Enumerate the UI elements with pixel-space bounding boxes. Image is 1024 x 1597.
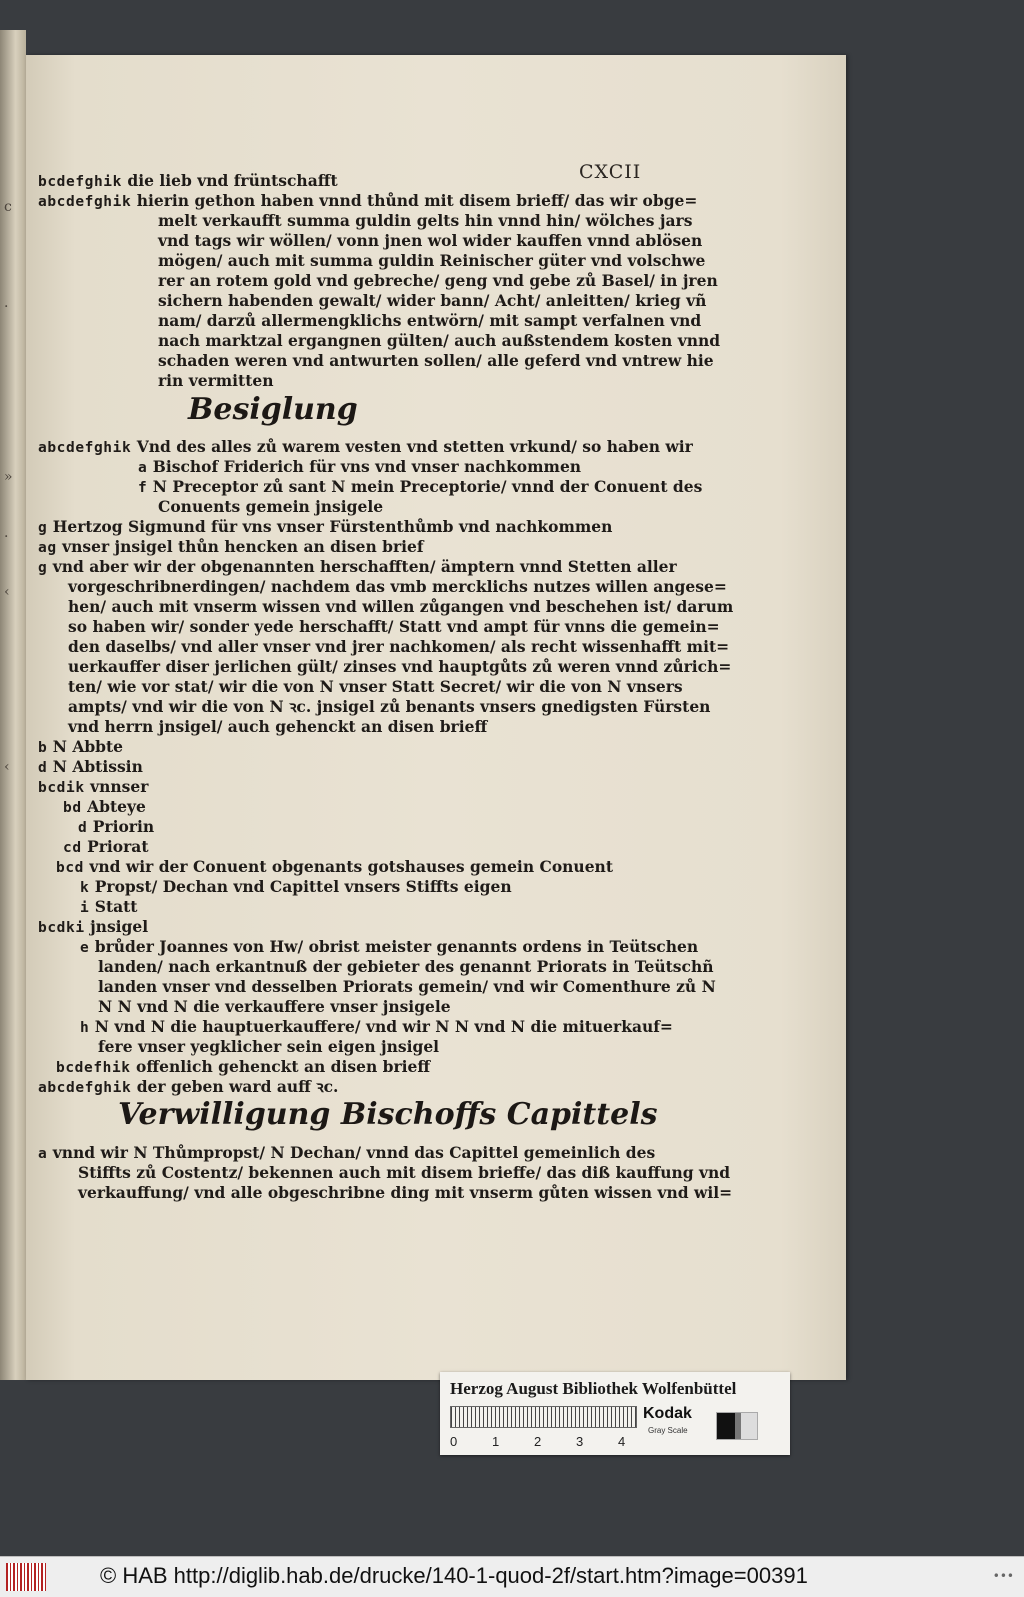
variant-marker: ag xyxy=(38,540,57,556)
text-line xyxy=(38,537,424,558)
variant-marker: bd xyxy=(63,800,82,816)
line-text: ten/ wie vor stat/ wir die von N vnser Statt Secret/ wir die von N vnsers xyxy=(68,677,683,696)
text-line xyxy=(38,171,338,192)
line-text: sichern habenden gewalt/ wider bann/ Acht/ anleitten/ krieg vñ xyxy=(158,291,707,310)
copyright-url[interactable]: © HAB http://diglib.hab.de/drucke/140-1-quod-2f/start.htm?image=00391 xyxy=(100,1563,808,1588)
text-line xyxy=(158,371,274,391)
line-text: die lieb vnd früntschafft xyxy=(127,171,338,190)
section-heading: Verwilligung Bischoffs Capittels xyxy=(118,1097,658,1132)
text-line xyxy=(80,1017,673,1038)
ruler-scale xyxy=(450,1406,637,1428)
line-text: rin vermitten xyxy=(158,371,274,390)
variant-marker: g xyxy=(38,520,48,536)
text-line xyxy=(80,897,137,918)
variant-marker: bcdefghik xyxy=(38,174,122,190)
text-line xyxy=(38,1077,338,1098)
book-page xyxy=(26,55,846,1380)
text-line xyxy=(98,957,714,977)
line-text: Priorin xyxy=(92,817,155,836)
scale-label: 4 xyxy=(618,1434,626,1449)
text-line xyxy=(63,797,146,818)
scale-label: 3 xyxy=(576,1434,584,1449)
text-line xyxy=(68,697,710,717)
hab-barcode-icon[interactable] xyxy=(6,1563,46,1591)
margin-mark: · xyxy=(4,529,9,545)
text-line xyxy=(158,311,701,331)
section-heading: Besiglung xyxy=(188,392,358,427)
margin-mark: » xyxy=(4,469,13,485)
text-line xyxy=(98,977,716,997)
line-text: N Preceptor zů sant N mein Preceptorie/ vnnd der Conuent des xyxy=(152,477,703,496)
variant-marker: d xyxy=(78,820,88,836)
line-text: landen/ nach erkantnuß der gebieter des genannt Priorats in Teütschñ xyxy=(98,957,714,976)
text-line xyxy=(78,817,154,838)
line-text: so haben wir/ sonder yede herschafft/ Statt vnd ampt für vnns die gemein= xyxy=(68,617,720,636)
text-line xyxy=(38,1143,655,1164)
line-text: Stiffts zů Costentz/ bekennen auch mit disem brieffe/ das diß kauffung vnd xyxy=(78,1163,731,1182)
scale-label: 2 xyxy=(534,1434,542,1449)
text-line xyxy=(158,271,718,291)
line-text: nach marktzal ergangnen gülten/ auch außstendem kosten vnnd xyxy=(158,331,721,350)
text-line xyxy=(138,477,702,498)
variant-marker: h xyxy=(80,1020,90,1036)
scale-label: 1 xyxy=(492,1434,500,1449)
line-text: mögen/ auch mit summa guldin Reinischer güter vnd volschwe xyxy=(158,251,706,270)
margin-mark: ‹ xyxy=(4,759,10,775)
line-text: hierin gethon haben vnnd thůnd mit disem brieff/ das wir obge= xyxy=(136,191,698,210)
text-line xyxy=(38,757,143,778)
line-text: Priorat xyxy=(87,837,149,856)
margin-mark: · xyxy=(4,299,9,315)
variant-marker: bcdki xyxy=(38,920,85,936)
library-color-card xyxy=(440,1372,790,1455)
text-line xyxy=(78,1183,732,1203)
text-line xyxy=(68,637,729,657)
text-line xyxy=(98,1037,439,1057)
line-text: Bischof Friderich für vns vnd vnser nachkommen xyxy=(152,457,582,476)
text-line xyxy=(63,837,149,858)
variant-marker: bcd xyxy=(56,860,84,876)
variant-marker: a xyxy=(138,460,148,476)
text-line xyxy=(158,251,705,271)
text-line xyxy=(68,577,727,597)
text-line xyxy=(56,857,613,878)
line-text: vorgeschribnerdingen/ nachdem das vmb mercklichs nutzes willen angese= xyxy=(68,577,727,596)
text-line xyxy=(98,997,451,1017)
line-text: nam/ darzů allermengklichs entwörn/ mit sampt verfalnen vnd xyxy=(158,311,702,330)
variant-marker: f xyxy=(138,480,148,496)
text-line xyxy=(158,211,692,231)
status-bar xyxy=(0,1556,1024,1597)
line-text: Vnd des alles zů warem vesten vnd stetten vrkund/ so haben wir xyxy=(136,437,693,456)
line-text: vnser jnsigel thůn hencken an disen brief xyxy=(62,537,424,556)
line-text: Hertzog Sigmund für vns vnser Fürstenthůmb vnd nachkommen xyxy=(52,517,613,536)
line-text: Statt xyxy=(94,897,138,916)
line-text: vnd tags wir wöllen/ vonn jnen wol wider kauffen vnnd ablösen xyxy=(158,231,703,250)
line-text: melt verkaufft summa guldin gelts hin vnnd hin/ wölches jars xyxy=(158,211,693,230)
line-text: N Abtissin xyxy=(52,757,143,776)
line-text: Propst/ Dechan vnd Capittel vnsers Stiffts eigen xyxy=(94,877,512,896)
text-line xyxy=(38,191,697,212)
text-line xyxy=(68,657,731,677)
text-line xyxy=(38,777,148,798)
line-text: jnsigel xyxy=(90,917,149,936)
text-line xyxy=(80,937,698,958)
line-text: rer an rotem gold vnd gebreche/ geng vnd gebe zů Basel/ in jren xyxy=(158,271,718,290)
more-icon[interactable]: ••• xyxy=(992,1569,1014,1583)
variant-marker: b xyxy=(38,740,48,756)
variant-marker: abcdefghik xyxy=(38,440,132,456)
grayscale-label: Gray Scale xyxy=(648,1426,688,1435)
line-text: vnd aber wir der obgenannten herschafften/ ämptern vnnd Stetten aller xyxy=(52,557,677,576)
text-line xyxy=(68,717,487,737)
line-text: fere vnser yegklicher sein eigen jnsigel xyxy=(98,1037,440,1056)
line-text: brůder Joannes von Hw/ obrist meister genannts ordens in Teütschen xyxy=(94,937,699,956)
text-line xyxy=(38,437,693,458)
variant-marker: i xyxy=(80,900,90,916)
line-text: vnnser xyxy=(90,777,149,796)
text-line xyxy=(78,1163,730,1183)
variant-marker: abcdefghik xyxy=(38,194,132,210)
line-text: der geben ward auff ꝛc. xyxy=(136,1077,339,1096)
variant-marker: bcdefhik xyxy=(56,1060,131,1076)
line-text: vnd herrn jnsigel/ auch gehenckt an disen brieff xyxy=(68,717,488,736)
line-text: vnd wir der Conuent obgenants gotshauses gemein Conuent xyxy=(89,857,613,876)
line-text: hen/ auch mit vnserm wissen vnd willen zůgangen vnd beschehen ist/ darum xyxy=(68,597,734,616)
margin-mark: c xyxy=(4,199,12,215)
variant-marker: abcdefghik xyxy=(38,1080,132,1096)
text-line xyxy=(38,737,123,758)
line-text: schaden weren vnd antwurten sollen/ alle geferd vnd vntrew hie xyxy=(158,351,714,370)
text-line xyxy=(38,517,612,538)
line-text: N N vnd N die verkauffere vnser jnsigele xyxy=(98,997,451,1016)
text-line xyxy=(68,597,733,617)
left-page-edge xyxy=(0,30,26,1380)
margin-mark: ‹ xyxy=(4,584,10,600)
line-text: Abteye xyxy=(87,797,146,816)
variant-marker: k xyxy=(80,880,90,896)
variant-marker: e xyxy=(80,940,90,956)
text-line xyxy=(38,917,148,938)
line-text: uerkauffer diser jerlichen gült/ zinses vnd hauptgůts zů weren vnnd zůrich= xyxy=(68,657,732,676)
line-text: offenlich gehenckt an disen brieff xyxy=(136,1057,431,1076)
variant-marker: cd xyxy=(63,840,82,856)
variant-marker: a xyxy=(38,1146,48,1162)
text-line xyxy=(158,497,383,517)
text-line xyxy=(138,457,581,478)
text-line xyxy=(80,877,512,898)
line-text: vnnd wir N Thůmpropst/ N Dechan/ vnnd das Capittel gemeinlich des xyxy=(52,1143,656,1162)
kodak-logo: Kodak xyxy=(643,1405,692,1422)
variant-marker: g xyxy=(38,560,48,576)
text-line xyxy=(38,557,677,578)
text-line xyxy=(158,331,720,351)
line-text: N Abbte xyxy=(52,737,124,756)
variant-marker: bcdik xyxy=(38,780,85,796)
line-text: landen vnser vnd desselben Priorats gemein/ vnd wir Comenthure zů N xyxy=(98,977,716,996)
line-text: Conuents gemein jnsigele xyxy=(158,497,384,516)
text-line xyxy=(158,291,706,311)
line-text: N vnd N die hauptuerkauffere/ vnd wir N N vnd N die mituerkauf= xyxy=(94,1017,673,1036)
line-text: ampts/ vnd wir die von N ꝛc. jnsigel zů benants vnsers gnedigsten Fürsten xyxy=(68,697,711,716)
variant-marker: d xyxy=(38,760,48,776)
text-line xyxy=(56,1057,430,1078)
line-text: verkauffung/ vnd alle obgeschribne ding mit vnserm gůten wissen vnd wil= xyxy=(78,1183,733,1202)
folio-number: CXCII xyxy=(579,161,642,183)
gray-swatch xyxy=(716,1412,758,1440)
text-line xyxy=(68,617,720,637)
text-line xyxy=(158,351,714,371)
scale-label: 0 xyxy=(450,1434,458,1449)
text-line xyxy=(68,677,683,697)
line-text: den daselbs/ vnd aller vnser vnd jrer nachkomen/ als recht wissenhafft mit= xyxy=(68,637,730,656)
library-name: Herzog August Bibliothek Wolfenbüttel xyxy=(450,1379,737,1398)
text-line xyxy=(158,231,702,251)
